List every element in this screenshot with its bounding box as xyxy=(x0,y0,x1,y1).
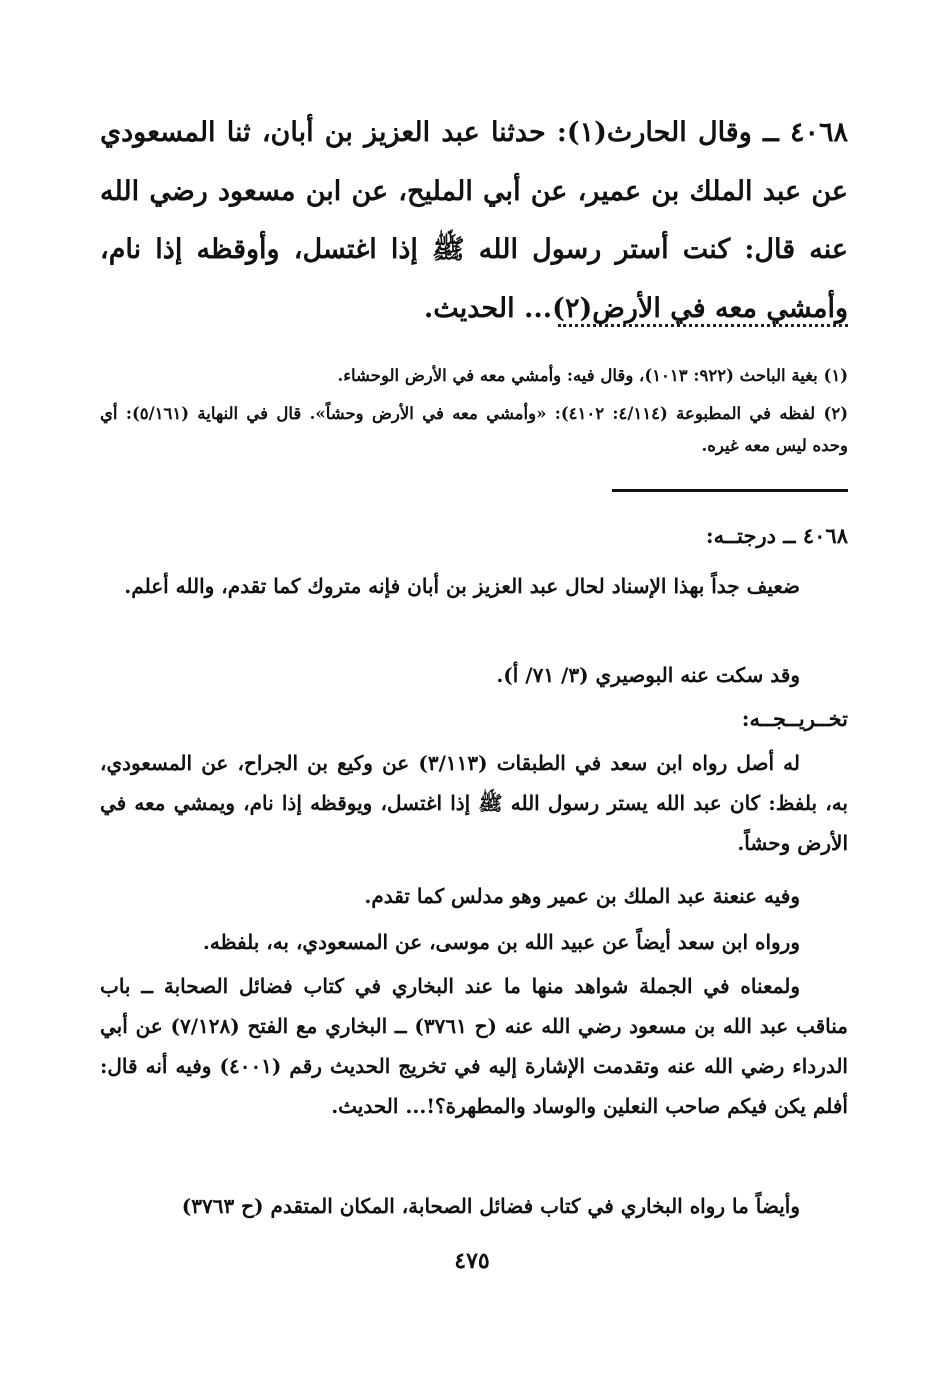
takhrij-paragraph-4: ولمعناه في الجملة شواهد منها ما عند البخاري في كتاب فضائل الصحابة ــ باب مناقب عبد الله بن مسعود رضي الله عنه (ح ٣٧٦١) ــ البخاري مع الفتح (٧/١٢٨) عن أبي الدرداء رضي الله عنه وتقدمت الإشارة إليه في تخريج الحديث رقم (٤٠٠١) وفيه أنه قال: أفلم يكن فيكم صاحب النعلين والوساد والمطهرة؟!... الحديث. xyxy=(100,974,848,1118)
takhrij-paragraph-1: له أصل رواه ابن سعد في الطبقات (٣/١١٣) عن وكيع بن الجراح، عن المسعودي، به، بلفظ: كان عبد الله يستر رسول الله ﷺ إذا اغتسل، ويوقظه إذا نام، ويمشي معه في الأرض وحشاً. xyxy=(100,751,848,855)
grade-text: ضعيف جداً بهذا الإسناد لحال عبد العزيز بن أبان فإنه متروك كما تقدم، والله أعلم. xyxy=(124,574,800,598)
busiri-note: وقد سكت عنه البوصيري (٣/ ٧١/ أ). xyxy=(496,663,800,687)
takhrij-paragraph-5: وأيضاً ما رواه البخاري في كتاب فضائل الصحابة، المكان المتقدم (ح ٣٧٦٣) xyxy=(181,1194,800,1218)
page-number: ٤٧٥ xyxy=(454,1248,490,1274)
takhrij-heading: تخــريــجــه: xyxy=(741,706,848,731)
grade-heading: ٤٠٦٨ ــ درجتــه: xyxy=(705,523,848,548)
takhrij-paragraph-3: ورواه ابن سعد أيضاً عن عبيد الله بن موسى، عن المسعودي، به، بلفظه. xyxy=(202,930,800,954)
footnote-2: (٢) لفظه في المطبوعة (٤/١١٤: ٤١٠٢): «وأمشي معه في الأرض وحشاً». قال في النهاية (٥/١٦١): أي وحده ليس معه غيره. xyxy=(100,404,848,455)
footnote-separator xyxy=(558,324,848,331)
hadith-text: ٤٠٦٨ ــ وقال الحارث(١): حدثنا عبد العزيز بن أبان، ثنا المسعودي عن عبد الملك بن عمير، عن أبي المليح، عن ابن مسعود رضي الله عنه قال: كنت أستر رسول الله ﷺ إذا اغتسل، وأوقظه إذا نام، وأمشي معه في الأرض(٢)... الحديث. xyxy=(100,117,848,324)
footnote-1: (١) بغية الباحث (٩٢٢: ١٠١٣)، وقال فيه: وأمشي معه في الأرض الوحشاء. xyxy=(337,366,848,385)
section-rule xyxy=(612,489,848,492)
takhrij-paragraph-2: وفيه عنعنة عبد الملك بن عمير وهو مدلس كما تقدم. xyxy=(364,884,800,908)
